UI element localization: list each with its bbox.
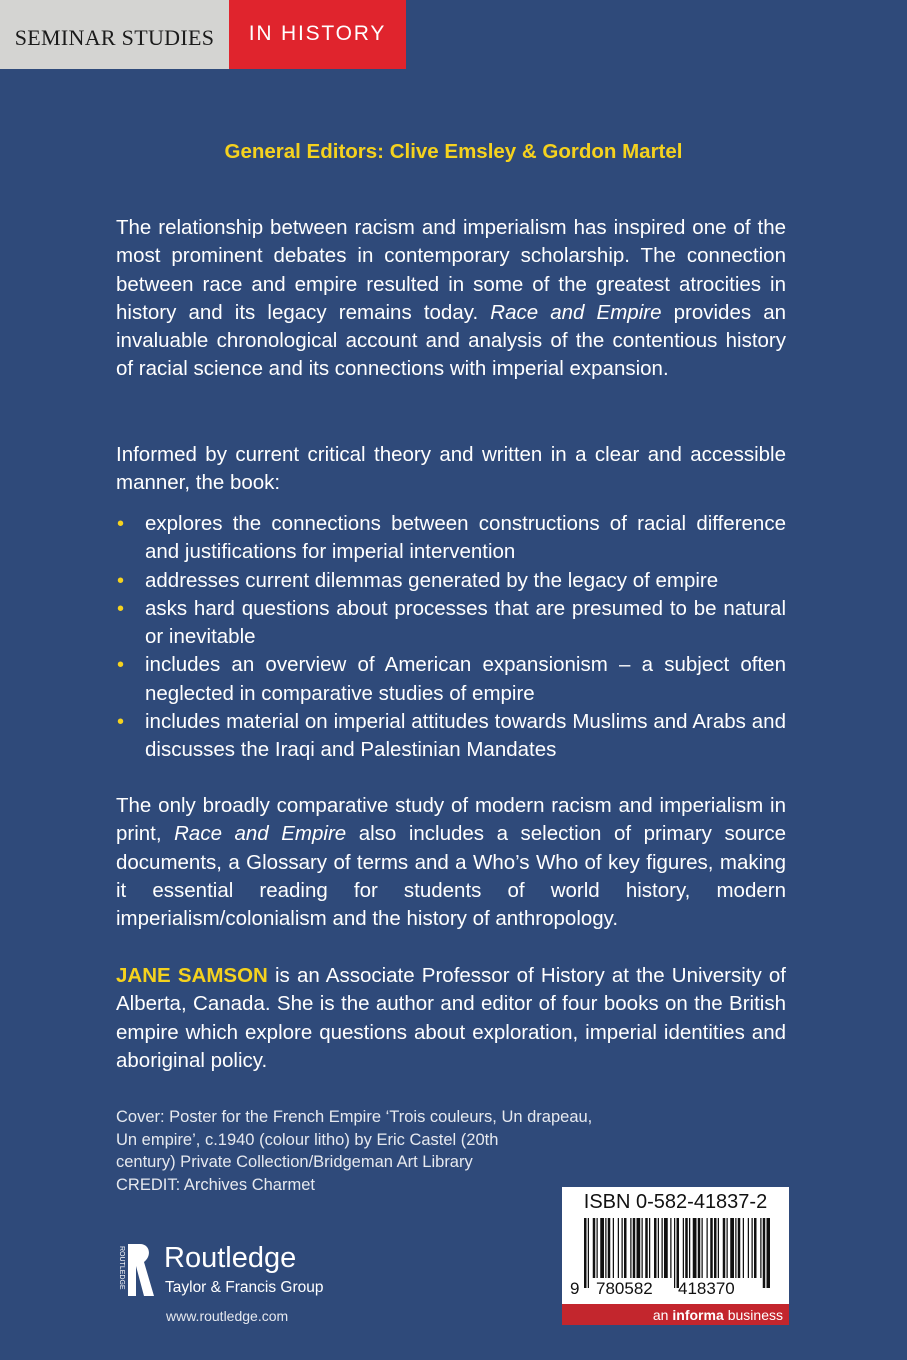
intro-section [116, 214, 786, 384]
list-item: • explores the connections between constructions of racial difference and justifications for imperial intervention [117, 512, 786, 564]
barcode-bar [588, 1218, 589, 1288]
publisher-group: Taylor & Francis Group [165, 1279, 324, 1296]
barcode-bar [645, 1218, 648, 1278]
author-section [116, 962, 786, 1075]
bullet-icon: • [117, 597, 125, 620]
author-bio: JANE SAMSON is an Associate Professor of History at the University of Alberta, Canada. She is the author and editor of four books on the British empire which explore questions about exploration, imperial identities and aboriginal policy. [116, 964, 787, 1072]
barcode-bar [710, 1218, 713, 1278]
credit-line: century) Private Collection/Bridgeman Art Library [116, 1153, 473, 1171]
barcode-bar [649, 1218, 650, 1278]
barcode-bar [683, 1218, 684, 1278]
barcode-panel [562, 1187, 789, 1325]
barcode-bar [707, 1218, 708, 1278]
barcode-bar [608, 1218, 611, 1278]
bullet-icon: • [117, 711, 125, 734]
bullet-icon: • [117, 513, 125, 535]
barcode-bar [714, 1218, 717, 1278]
bullet-icon: • [117, 569, 125, 592]
series-label-seminar-studies: SEMINAR STUDIES [0, 0, 229, 69]
book-title-italic: Race and Empire [490, 300, 662, 324]
barcode-digits [562, 1279, 789, 1301]
credit-line: CREDIT: Archives Charmet [116, 1175, 315, 1194]
barcode-bar [748, 1218, 749, 1278]
barcode-digit-first: 9 [570, 1279, 580, 1298]
barcode-bar [600, 1218, 604, 1278]
barcode-bar [698, 1218, 701, 1278]
informed-section [116, 441, 786, 498]
barcode-bar [730, 1218, 734, 1278]
barcode-bar [662, 1218, 663, 1278]
barcode-bar [633, 1218, 636, 1278]
cover-credit [116, 1106, 646, 1196]
comparative-section [116, 792, 786, 933]
barcode-bar [677, 1218, 680, 1288]
list-item: • asks hard questions about processes that are presumed to be natural or inevitable [117, 596, 786, 649]
isbn-number: ISBN 0-582-41837-2 [583, 1191, 768, 1213]
list-item: • addresses current dilemmas generated by the legacy of empire [116, 567, 786, 595]
author-name: JANE SAMSON [116, 964, 268, 987]
barcode-bar [618, 1218, 619, 1278]
barcode-digits-right: 418370 [678, 1279, 735, 1298]
barcode-bar [597, 1218, 598, 1278]
barcode-bar [674, 1218, 675, 1288]
barcode-digits-left: 780582 [596, 1279, 653, 1298]
barcode-bar [685, 1218, 688, 1278]
series-header [0, 0, 406, 69]
barcode-bar [658, 1218, 659, 1278]
credit-line: Un empire’, c.1940 (colour litho) by Eric Castel (20th [116, 1130, 499, 1149]
barcode-bar [738, 1218, 741, 1278]
informa-business-tag: an informa business [562, 1304, 789, 1325]
general-editors: General Editors: Clive Emsley & Gordon Martel [224, 140, 683, 163]
barcode-bar [689, 1218, 690, 1278]
publisher-name: Routledge [164, 1242, 297, 1274]
intro-paragraph: The relationship between racism and imperialism has inspired one of the most prominent debates in contemporary scholarship. The connection between race and empire resulted in some of the greatest atrocities in history and its legacy remains today. Race and Empire provides an invaluable chronological account and analysis of the contentious history of racial science and its connections with imperial expansion. [116, 216, 787, 381]
informed-paragraph: Informed by current critical theory and written in a clear and accessible manner, the book: [116, 443, 786, 495]
barcode-bar [760, 1218, 761, 1278]
barcode-bar [754, 1218, 757, 1278]
list-item: • includes material on imperial attitudes towards Muslims and Arabs and discusses the Iraqi and Palestinian Mandates [117, 710, 786, 762]
barcode-bar [723, 1218, 726, 1278]
book-title-italic: Race and Empire [174, 822, 347, 846]
barcode-bar [624, 1218, 627, 1278]
barcode-bar [584, 1218, 587, 1288]
bullet-icon: • [117, 654, 125, 677]
barcode-bar [702, 1218, 703, 1278]
barcode-bar [763, 1218, 766, 1288]
barcode-bar [735, 1218, 736, 1278]
barcode-bar [670, 1218, 671, 1278]
barcode-bar [727, 1218, 728, 1278]
comparative-paragraph: The only broadly comparative study of modern racism and imperialism in print, Race and Empire also includes a selection of primary source documents, a Glossary of terms and a Who’s Who of key figures, making it essential reading for students of world history, modern imperialism/colonialism and the history of anthropology. [116, 794, 786, 931]
series-label-in-history: IN HISTORY [229, 0, 406, 69]
barcode-bar [718, 1218, 719, 1278]
feature-list [116, 510, 786, 765]
barcode-bar [593, 1218, 596, 1278]
barcode-bar [767, 1218, 771, 1288]
routledge-icon [114, 1240, 156, 1300]
list-item: • includes an overview of American expansionism – a subject often neglected in comparative studies of empire [117, 653, 786, 705]
svg-text:ROUTLEDGE: ROUTLEDGE [118, 1246, 125, 1290]
barcode-bar [637, 1218, 641, 1278]
barcode-bar [743, 1218, 744, 1278]
barcode-bar [752, 1218, 753, 1278]
barcode-bar [630, 1218, 631, 1278]
barcode-bar [605, 1218, 606, 1278]
barcode-bar [693, 1218, 697, 1278]
barcode-bar [613, 1218, 614, 1278]
barcode-bar [664, 1218, 668, 1278]
publisher-url: www.routledge.com [166, 1308, 289, 1324]
barcode-bar [654, 1218, 657, 1278]
credit-line: Cover: Poster for the French Empire ‘Trois couleurs, Un drapeau, [116, 1108, 593, 1126]
barcode-bar [622, 1218, 623, 1278]
barcode-bar [642, 1218, 643, 1278]
informa-logo-text: informa [672, 1306, 724, 1323]
